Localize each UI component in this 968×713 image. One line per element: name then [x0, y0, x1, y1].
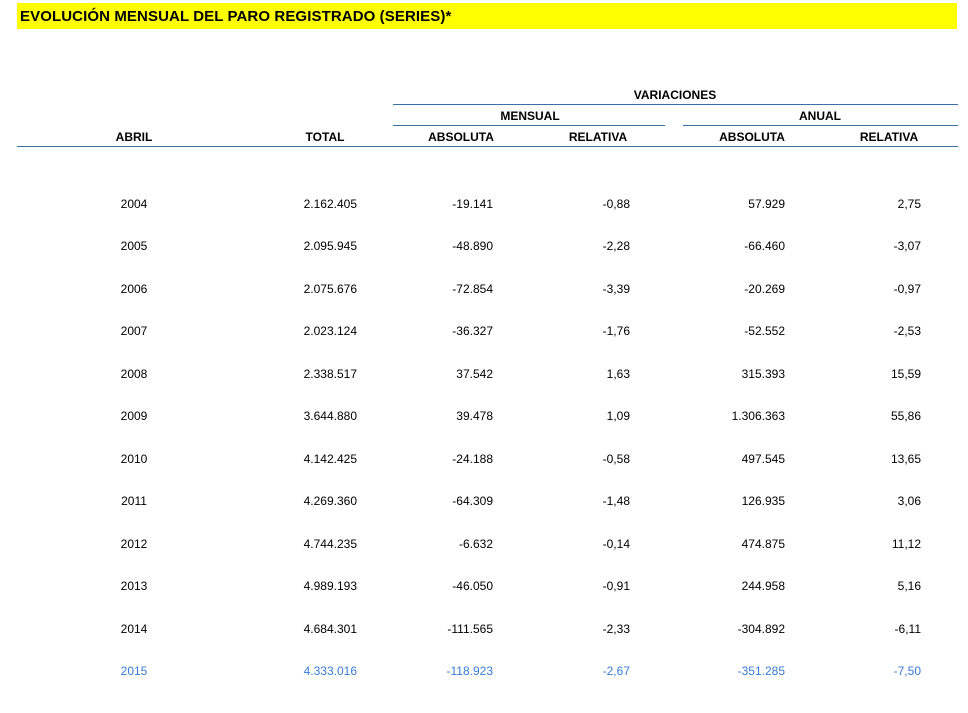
- cell-total: 3.644.880: [303, 409, 357, 423]
- header-mensual-relativa: RELATIVA: [568, 130, 628, 144]
- header-total: TOTAL: [305, 130, 345, 144]
- cell-anual-absoluta: -52.552: [744, 324, 785, 338]
- cell-year: 2012: [120, 537, 148, 551]
- rule-mensual: [393, 125, 665, 126]
- cell-year: 2014: [120, 622, 148, 636]
- cell-anual-absoluta: 1.306.363: [731, 409, 785, 423]
- cell-year: 2004: [120, 197, 148, 211]
- header-abril: ABRIL: [115, 130, 153, 144]
- cell-anual-absoluta: -20.269: [744, 282, 785, 296]
- cell-anual-relativa: -6,11: [894, 622, 921, 636]
- cell-mensual-absoluta: -111.565: [447, 622, 493, 636]
- rule-header-bottom: [17, 146, 958, 147]
- cell-total: 4.989.193: [303, 579, 357, 593]
- cell-year: 2008: [120, 367, 148, 381]
- cell-mensual-absoluta: -19.141: [452, 197, 493, 211]
- cell-anual-absoluta: -351.285: [737, 664, 785, 678]
- cell-year: 2013: [120, 579, 148, 593]
- header-anual-relativa: RELATIVA: [859, 130, 919, 144]
- rule-anual: [683, 125, 958, 126]
- cell-anual-absoluta: -66.460: [744, 239, 785, 253]
- cell-mensual-relativa: -2,33: [602, 622, 630, 636]
- cell-total: 4.142.425: [303, 452, 357, 466]
- cell-anual-absoluta: 497.545: [741, 452, 785, 466]
- cell-mensual-relativa: -0,58: [602, 452, 630, 466]
- cell-total: 4.269.360: [303, 494, 357, 508]
- cell-year: 2011: [121, 494, 147, 508]
- cell-anual-relativa: 13,65: [890, 452, 921, 466]
- cell-mensual-absoluta: -72.854: [452, 282, 493, 296]
- cell-mensual-absoluta: -6.632: [458, 537, 493, 551]
- cell-mensual-absoluta: -118.923: [446, 664, 493, 678]
- cell-anual-relativa: -3,07: [893, 239, 921, 253]
- cell-anual-relativa: 3,06: [897, 494, 921, 508]
- cell-anual-relativa: 55,86: [890, 409, 921, 423]
- cell-mensual-absoluta: -24.188: [452, 452, 493, 466]
- cell-anual-absoluta: -304.892: [737, 622, 785, 636]
- cell-anual-relativa: 15,59: [890, 367, 921, 381]
- cell-mensual-relativa: -1,48: [602, 494, 630, 508]
- cell-mensual-absoluta: 39.478: [456, 409, 493, 423]
- cell-total: 4.744.235: [303, 537, 357, 551]
- cell-anual-absoluta: 315.393: [741, 367, 785, 381]
- cell-mensual-relativa: 1,09: [606, 409, 630, 423]
- cell-total: 4.333.016: [303, 664, 357, 678]
- cell-total: 4.684.301: [303, 622, 357, 636]
- page-title: EVOLUCIÓN MENSUAL DEL PARO REGISTRADO (SERIES)*: [20, 8, 452, 25]
- header-mensual-absoluta: ABSOLUTA: [428, 130, 494, 144]
- cell-anual-relativa: 2,75: [897, 197, 921, 211]
- cell-mensual-relativa: -0,88: [602, 197, 630, 211]
- cell-year: 2010: [120, 452, 148, 466]
- header-anual-absoluta: ABSOLUTA: [719, 130, 785, 144]
- cell-anual-relativa: 11,12: [891, 537, 921, 551]
- cell-mensual-relativa: -2,28: [602, 239, 630, 253]
- cell-anual-relativa: -2,53: [893, 324, 921, 338]
- cell-mensual-relativa: -2,67: [602, 664, 630, 678]
- cell-total: 2.023.124: [303, 324, 357, 338]
- cell-anual-relativa: -7,50: [893, 664, 921, 678]
- cell-year: 2015: [120, 664, 148, 678]
- header-anual: ANUAL: [799, 109, 841, 123]
- cell-total: 2.162.405: [303, 197, 357, 211]
- cell-mensual-relativa: -3,39: [602, 282, 630, 296]
- cell-total: 2.075.676: [303, 282, 357, 296]
- title-bar: [17, 3, 957, 29]
- cell-anual-absoluta: 244.958: [741, 579, 785, 593]
- cell-total: 2.338.517: [303, 367, 357, 381]
- cell-anual-absoluta: 57.929: [748, 197, 785, 211]
- header-mensual: MENSUAL: [500, 109, 560, 123]
- cell-year: 2009: [120, 409, 148, 423]
- cell-mensual-relativa: -1,76: [602, 324, 630, 338]
- cell-mensual-absoluta: 37.542: [456, 367, 493, 381]
- cell-mensual-absoluta: -64.309: [452, 494, 493, 508]
- cell-mensual-relativa: -0,14: [602, 537, 630, 551]
- cell-year: 2006: [120, 282, 148, 296]
- cell-year: 2007: [120, 324, 148, 338]
- cell-anual-absoluta: 126.935: [741, 494, 785, 508]
- cell-anual-relativa: 5,16: [897, 579, 921, 593]
- cell-mensual-relativa: 1,63: [606, 367, 630, 381]
- cell-mensual-relativa: -0,91: [602, 579, 630, 593]
- cell-mensual-absoluta: -36.327: [452, 324, 493, 338]
- cell-mensual-absoluta: -48.890: [452, 239, 493, 253]
- header-variaciones: VARIACIONES: [633, 88, 717, 102]
- cell-anual-absoluta: 474.875: [741, 537, 785, 551]
- rule-variaciones: [393, 104, 958, 105]
- cell-anual-relativa: -0,97: [893, 282, 921, 296]
- cell-total: 2.095.945: [303, 239, 357, 253]
- cell-mensual-absoluta: -46.050: [452, 579, 493, 593]
- cell-year: 2005: [120, 239, 148, 253]
